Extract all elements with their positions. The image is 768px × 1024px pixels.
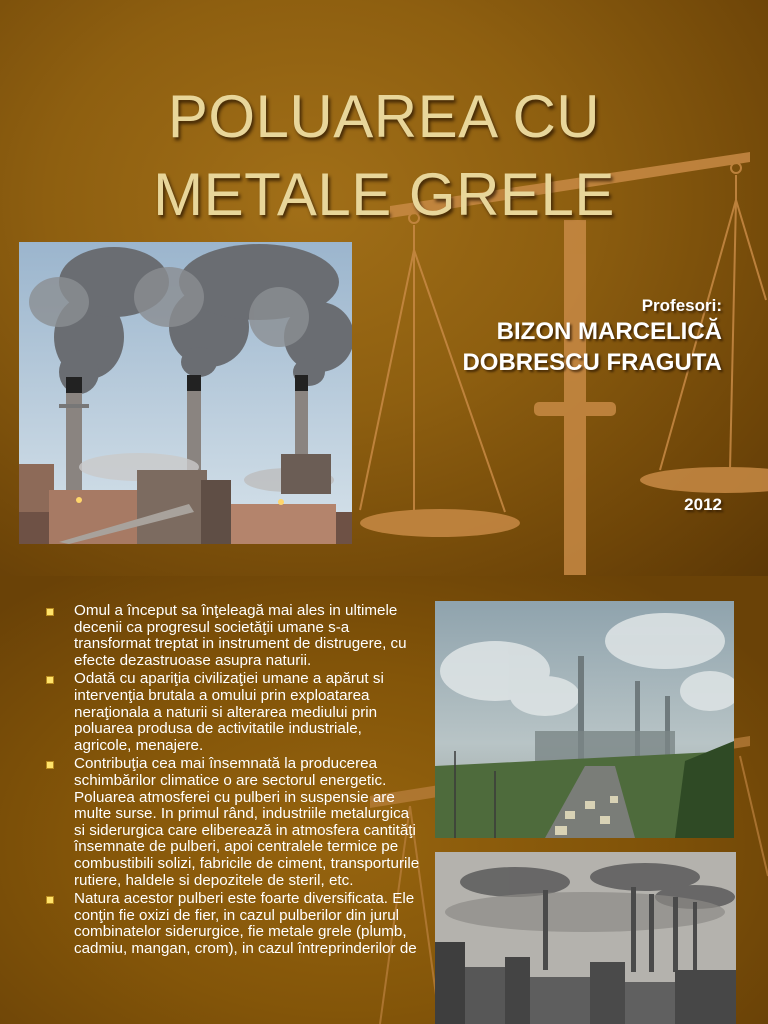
bullet-list [44, 603, 422, 959]
bullet-text: Natura acestor pulberi este foarte diversificata. Ele conţin fie oxizi de fier, in cazul pulberilor din jurul combinatelor siderurgice, fie metale grele (plumb, cadmiu, mangan, crom), in cazul întreprinderilor de [74, 890, 417, 957]
slide-title [0, 78, 768, 234]
industrial-smog-highway-photo [435, 601, 734, 838]
bullet-item [44, 603, 422, 669]
professor-name-1: BIZON MARCELICĂ [496, 318, 722, 345]
bullet-item [44, 671, 422, 754]
professors-label: Profesori: [641, 296, 722, 315]
year: 2012 [684, 495, 722, 514]
bullet-square-icon [46, 676, 54, 684]
bullet-text: Omul a început sa înţeleagă mai ales in ultimele decenii ca progresul societăţii umane s-a transformat treptat in instrument de distrugere, cu efecte dezastruoase asupra naturii. [74, 602, 407, 669]
professor-name-2: DOBRESCU FRAGUTA [462, 349, 722, 376]
bullet-square-icon [46, 761, 54, 769]
bullet-text: Odată cu apariţia civilizaţiei umane a apărut si intervenţia brutala a omului prin exploatarea neraţionala a naturii si alterarea mediului prin poluarea produsa de activitatile industriale, agricole, menajere. [74, 670, 384, 754]
bullet-square-icon [46, 896, 54, 904]
title-line-2: METALE GRELE [153, 161, 615, 228]
bullet-text: Contribuţia cea mai însemnată la producerea schimbărilor climatice o are sectorul energetic. Poluarea atmosferei cu pulberi in suspensie are multe surse. In primul rând, industriile metalurgica si siderurgica care eliberează in atmosfera cantităţi însemnate de pulberi, apoi centralele termice pe combustibili solizi, fabricile de ciment, transporturile rutiere, haldele si depozitele de steril, etc. [74, 755, 420, 889]
bullet-item [44, 891, 422, 957]
smoky-industrial-city-photo [435, 852, 736, 1024]
bullet-square-icon [46, 608, 54, 616]
factory-smokestacks-photo [19, 242, 352, 544]
title-line-1: POLUAREA CU [167, 83, 601, 150]
bullet-item [44, 756, 422, 889]
